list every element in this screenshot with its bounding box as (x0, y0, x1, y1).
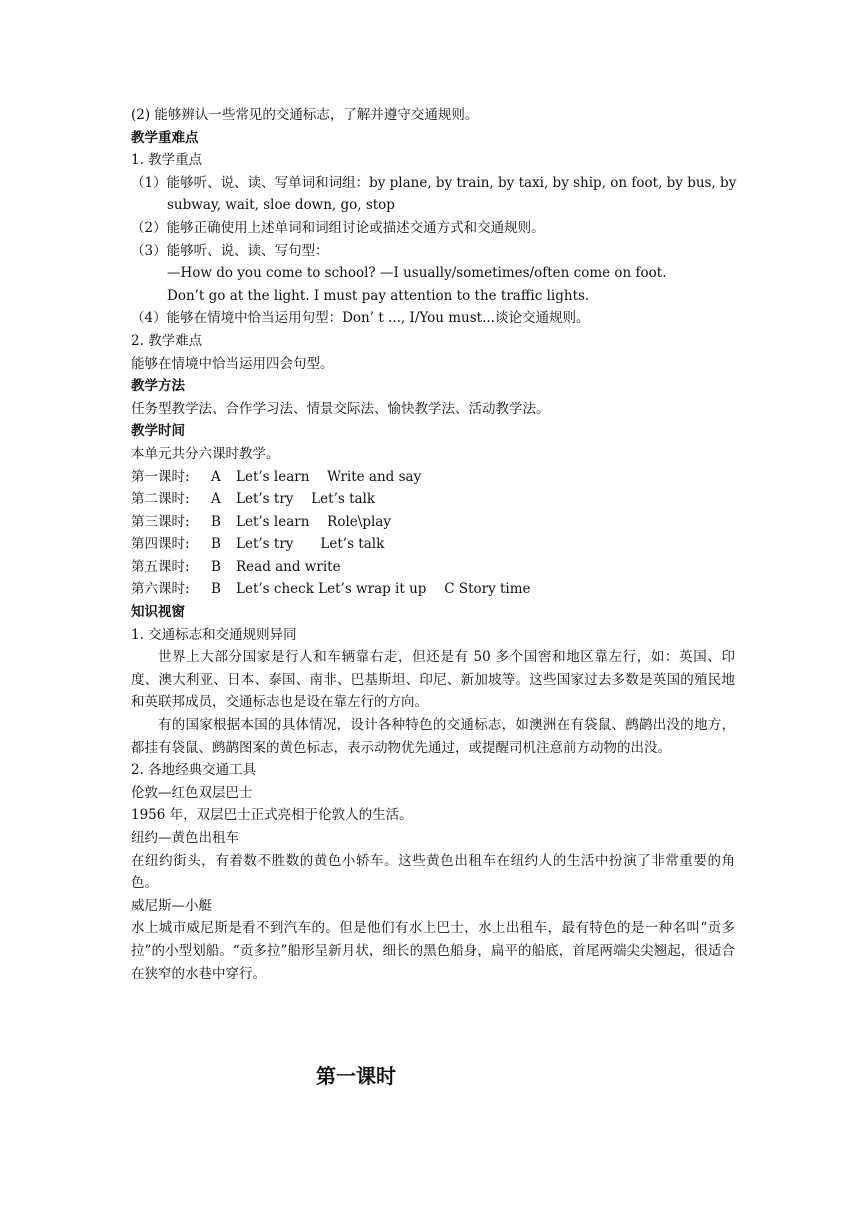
method-text: 任务型教学法、合作学习法、情景交际法、愉快教学法、活动教学法。 (131, 400, 550, 417)
venice-title: 威尼斯—小艇 (131, 897, 212, 914)
key-point-3-sentence-2: Don’t go at the light. I must pay attention to the traffic lights. (167, 287, 590, 304)
section-heading-time: 教学时间 (131, 423, 185, 440)
schedule-content: Let’s learn Role\play (236, 513, 391, 530)
key-point-1-continued: subway, wait, sloe down, go, stop (167, 197, 395, 214)
schedule-lesson: 第二课时: (131, 491, 190, 508)
schedule-part: B (211, 536, 221, 553)
knowledge-heading-2: 2. 各地经典交通工具 (131, 762, 257, 779)
document-body (131, 104, 735, 985)
schedule-content: Let’s check Let’s wrap it up C Story time (236, 581, 531, 598)
schedule-part: A (211, 491, 221, 508)
schedule-row (131, 466, 735, 489)
difficulty-heading: 2. 教学难点 (131, 332, 203, 349)
new-york-text: 在纽约街头，有着数不胜数的黄色小轿车。这些黄色出租车在纽约人的生活中扮演了非常重要的角色。 (131, 852, 735, 892)
schedule-row (131, 533, 735, 556)
knowledge-paragraph-1: 世界上大部分国家是行人和车辆靠右走，但还是有 50 多个国窖和地区靠左行，如：英国、印度、澳大利亚、日本、泰国、南非、巴基斯坦、印尼、新加坡等。这些国家过去多数是英国的殖民地和英联邦成员，交通标志也是设在靠左行的方向。 (131, 649, 735, 711)
schedule-content: Let’s try Let’s talk (236, 491, 376, 508)
schedule-lesson: 第三课时: (131, 513, 190, 530)
key-points-heading: 1. 教学重点 (131, 152, 203, 169)
key-point-4: （4）能够在情境中恰当运用句型：Don’ t ..., I/You must...谈论交通规则。 (131, 310, 590, 327)
goal-2: (2) 能够辨认一些常见的交通标志，了解并遵守交通规则。 (131, 107, 479, 123)
key-point-3-sentence-1: —How do you come to school? —I usually/sometimes/often come on foot. (167, 265, 667, 282)
schedule-row (131, 511, 735, 534)
schedule-row (131, 556, 735, 579)
schedule-lesson: 第五课时: (131, 558, 190, 575)
key-point-3: （3）能够听、说、读、写句型： (131, 242, 329, 259)
section-heading-knowledge: 知识视窗 (131, 604, 185, 621)
new-york-title: 纽约—黄色出租车 (131, 830, 239, 846)
difficulty-text: 能够在情境中恰当运用四会句型。 (131, 355, 334, 372)
knowledge-heading-1: 1. 交通标志和交通规则异同 (131, 626, 297, 643)
venice-text: 水上城市威尼斯是看不到汽车的。但是他们有水上巴士，水上出租车，最有特色的是一种名叫“贡多拉”的小型划船。“贡多拉”船形呈新月状，细长的黑色船身，扁平的船底，首尾两端尖尖翘起，很适合在狭窄的水巷中穿行。 (131, 920, 735, 982)
schedule-lesson: 第六课时: (131, 581, 190, 598)
schedule-row (131, 578, 735, 601)
london-text: 1956 年，双层巴士正式亮相于伦敦人的生活。 (131, 807, 413, 824)
schedule-part: B (211, 581, 221, 598)
knowledge-paragraph-2: 有的国家根据本国的具体情况，设计各种特色的交通标志，如澳洲在有袋鼠、鹧鹋出没的地方，都挂有袋鼠、鹧鹋图案的黄色标志，表示动物优先通过，或提醒司机注意前方动物的出没。 (131, 717, 735, 756)
schedule-row (131, 488, 735, 511)
schedule-part: B (211, 558, 221, 575)
section-heading-method: 教学方法 (131, 378, 185, 395)
schedule-content: Let’s try Let’s talk (236, 536, 385, 553)
section-heading-key-points: 教学重难点 (131, 129, 199, 146)
schedule-lesson: 第一课时: (131, 468, 190, 485)
schedule-content: Let’s learn Write and say (236, 468, 422, 485)
schedule-part: B (211, 513, 221, 530)
schedule-part: A (211, 468, 221, 485)
schedule-lesson: 第四课时: (131, 536, 190, 553)
key-point-2: （2）能够正确使用上述单词和词组讨论或描述交通方式和交通规则。 (131, 219, 545, 236)
london-title: 伦敦—红色双层巴士 (131, 784, 253, 801)
schedule-content: Read and write (236, 558, 341, 575)
key-point-1: （1）能够听、说、读、写单词和词组：by plane, by train, by taxi, by ship, on foot, by bus, by (131, 174, 737, 191)
lesson-schedule (131, 466, 735, 602)
time-intro: 本单元共分六课时教学。 (131, 445, 280, 462)
lesson-title: 第一课时 (316, 1064, 396, 1088)
